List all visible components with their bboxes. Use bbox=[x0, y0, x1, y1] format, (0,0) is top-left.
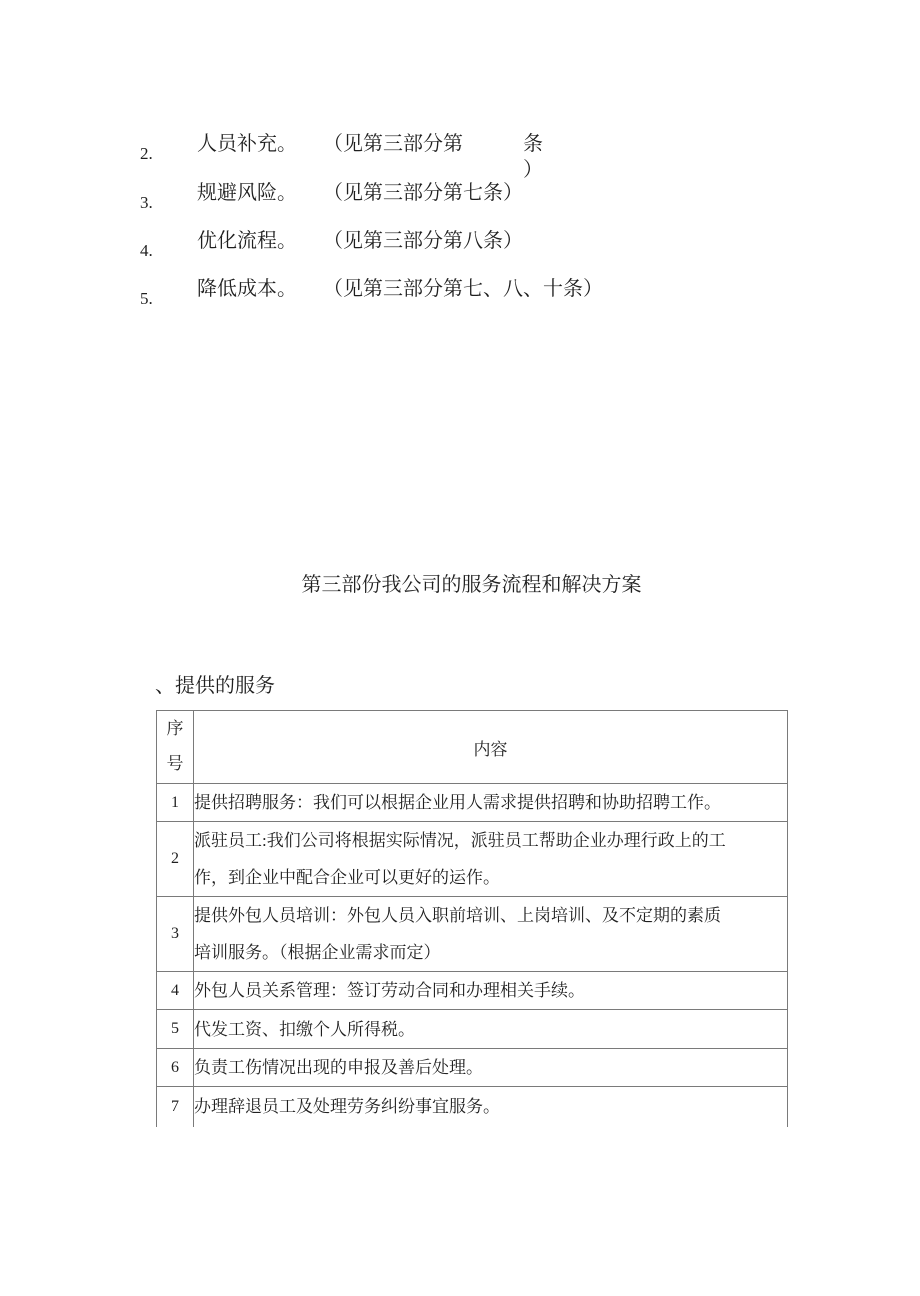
list-item-4 bbox=[140, 228, 523, 260]
list-item-number: 2. bbox=[140, 144, 153, 163]
list-item-3 bbox=[140, 180, 523, 212]
row-content bbox=[194, 1049, 788, 1087]
row-content-line: 提供招聘服务：我们可以根据企业用人需求提供招聘和协助招聘工作。 bbox=[194, 793, 721, 812]
table-row bbox=[157, 784, 788, 822]
row-number: 5 bbox=[157, 1010, 194, 1049]
row-number: 6 bbox=[157, 1049, 194, 1087]
table-row bbox=[157, 897, 788, 972]
row-number: 1 bbox=[157, 784, 194, 822]
list-item-reference: （见第三部分第 bbox=[323, 133, 463, 155]
row-content-line: 派驻员工:我们公司将根据实际情况，派驻员工帮助企业办理行政上的工 bbox=[194, 831, 726, 850]
row-content bbox=[194, 784, 788, 822]
list-item-reference-tail: 条 bbox=[523, 133, 543, 155]
row-content-line: 作，到企业中配合企业可以更好的运作。 bbox=[194, 868, 500, 887]
list-item-number: 3. bbox=[140, 193, 153, 212]
list-item-label: 降低成本。 bbox=[197, 278, 297, 300]
row-content-line: 办理辞退员工及处理劳务纠纷事宜服务。 bbox=[194, 1097, 500, 1117]
row-content-line: 提供外包人员培训：外包人员入职前培训、上岗培训、及不定期的素质 bbox=[194, 906, 721, 925]
table-header-row bbox=[157, 711, 788, 784]
list-item-reference: （见第三部分第七、八、十条） bbox=[323, 278, 603, 300]
table-row bbox=[157, 1049, 788, 1087]
row-number: 2 bbox=[157, 822, 194, 897]
list-item-label: 人员补充。 bbox=[197, 133, 297, 155]
table-row bbox=[157, 822, 788, 897]
table-row bbox=[157, 1010, 788, 1049]
row-content bbox=[194, 1010, 788, 1049]
list-item-reference: （见第三部分第七条） bbox=[323, 182, 523, 204]
header-seq-cell bbox=[157, 711, 194, 784]
list-item-2-wrapped-paren: ） bbox=[523, 159, 543, 181]
services-section-heading: 、提供的服务 bbox=[155, 675, 275, 697]
header-seq-line1: 序 bbox=[166, 719, 184, 738]
list-item-2 bbox=[140, 131, 543, 163]
row-content-line: 培训服务。（根据企业需求而定） bbox=[194, 943, 441, 962]
list-item-label: 规避风险。 bbox=[197, 182, 297, 204]
table-row bbox=[157, 972, 788, 1010]
header-content-cell: 内容 bbox=[194, 711, 788, 784]
table-row bbox=[157, 1087, 788, 1127]
row-content bbox=[194, 1087, 788, 1127]
list-item-5 bbox=[140, 276, 603, 308]
list-item-number: 5. bbox=[140, 289, 153, 308]
header-seq-line2: 号 bbox=[166, 754, 184, 773]
row-content-line: 代发工资、扣缴个人所得税。 bbox=[194, 1019, 415, 1039]
part3-heading: 第三部份我公司的服务流程和解决方案 bbox=[301, 574, 642, 596]
row-content bbox=[194, 822, 788, 897]
row-number: 7 bbox=[157, 1087, 194, 1127]
row-content-line: 负责工伤情况出现的申报及善后处理。 bbox=[194, 1058, 483, 1077]
row-number: 4 bbox=[157, 972, 194, 1010]
row-content bbox=[194, 897, 788, 972]
row-content bbox=[194, 972, 788, 1010]
list-item-label: 优化流程。 bbox=[197, 230, 297, 252]
list-item-number: 4. bbox=[140, 241, 153, 260]
row-number: 3 bbox=[157, 897, 194, 972]
row-content-line: 外包人员关系管理：签订劳动合同和办理相关手续。 bbox=[194, 981, 585, 1000]
list-item-reference: （见第三部分第八条） bbox=[323, 230, 523, 252]
services-table bbox=[156, 710, 788, 1127]
